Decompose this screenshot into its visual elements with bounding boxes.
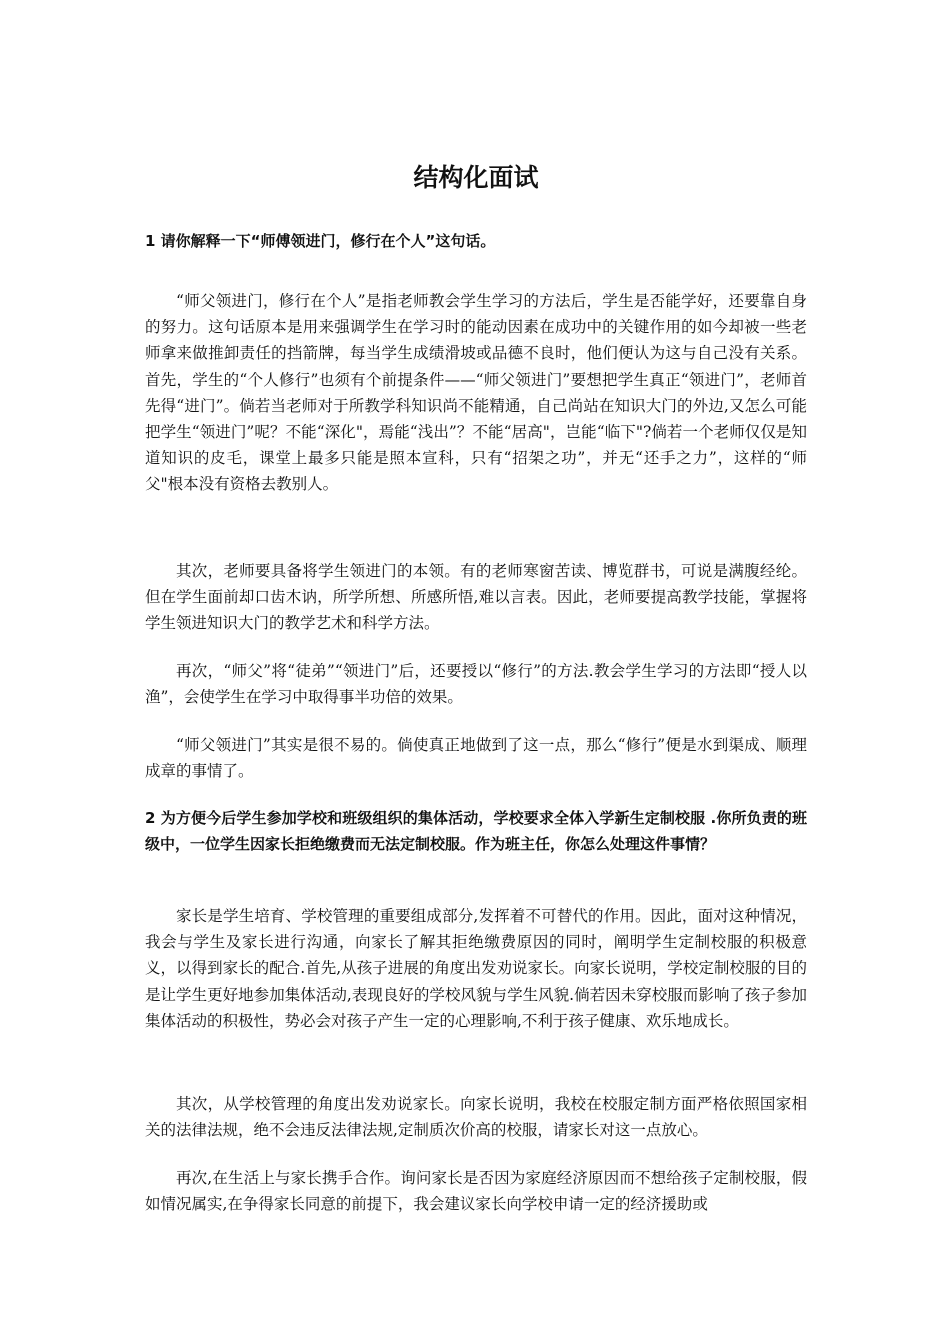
answer-1-paragraph-3: 再次，“师父”将“徒弟”“领进门”后，还要授以“修行”的方法.教会学生学习的方法即“授人以渔”，会使学生在学习中取得事半功倍的效果。 (145, 662, 807, 707)
question-2-heading: 2 为方便今后学生参加学校和班级组织的集体活动，学校要求全体入学新生定制校服 .你所负责的班级中，一位学生因家长拒绝缴费而无法定制校服。作为班主任，你怎么处理这件事情？ (145, 809, 807, 853)
answer-1-paragraph-4: “师父领进门”其实是很不易的。倘使真正地做到了这一点，那么“修行”便是水到渠成、顺理成章的事情了。 (145, 736, 807, 781)
document-title: 结构化面试 (413, 163, 539, 192)
question-1-heading: 1 请你解释一下“师傅领进门，修行在个人”这句话。 (145, 232, 496, 250)
answer-2-paragraph-3: 再次,在生活上与家长携手合作。询问家长是否因为家庭经济原因而不想给孩子定制校服，假如情况属实,在争得家长同意的前提下，我会建议家长向学校申请一定的经济援助或 (145, 1169, 807, 1214)
answer-1-paragraph-2: 其次，老师要具备将学生领进门的本领。有的老师寒窗苦读、博览群书，可说是满腹经纶。但在学生面前却口齿木讷，所学所想、所感所悟,难以言表。因此，老师要提高教学技能，掌握将学生领进知识大门的教学艺术和科学方法。 (145, 562, 807, 633)
answer-2-paragraph-1: 家长是学生培育、学校管理的重要组成部分,发挥着不可替代的作用。因此，面对这种情况，我会与学生及家长进行沟通，向家长了解其拒绝缴费原因的同时，阐明学生定制校服的积极意义，以得到家长的配合.首先,从孩子进展的角度出发劝说家长。向家长说明，学校定制校服的目的是让学生更好地参加集体活动,表现良好的学校风貌与学生风貌.倘若因未穿校服而影响了孩子参加集体活动的积极性，势必会对孩子产生一定的心理影响,不利于孩子健康、欢乐地成长。 (145, 907, 807, 1030)
answer-1-paragraph-1: “师父领进门，修行在个人”是指老师教会学生学习的方法后，学生是否能学好，还要靠自身的努力。这句话原本是用来强调学生在学习时的能动因素在成功中的关键作用的如今却被一些老师拿来做推卸责任的挡箭牌，每当学生成绩滑坡或品德不良时，他们便认为这与自己没有关系。首先，学生的“个人修行”也须有个前提条件——“师父领进门”要想把学生真正“领进门”，老师首先得“进门”。倘若当老师对于所教学科知识尚不能精通，自己尚站在知识大门的外边,又怎么可能把学生“领进门”呢？不能“深化"，焉能“浅出”？不能“居高"，岂能“临下"?倘若一个老师仅仅是知道知识的皮毛，课堂上最多只能是照本宣科，只有“招架之功”，并无“还手之力”，这样的“师父"根本没有资格去教别人。 (145, 292, 807, 494)
answer-2-paragraph-2: 其次，从学校管理的角度出发劝说家长。向家长说明，我校在校服定制方面严格依照国家相关的法律法规，绝不会违反法律法规,定制质次价高的校服，请家长对这一点放心。 (145, 1095, 807, 1140)
